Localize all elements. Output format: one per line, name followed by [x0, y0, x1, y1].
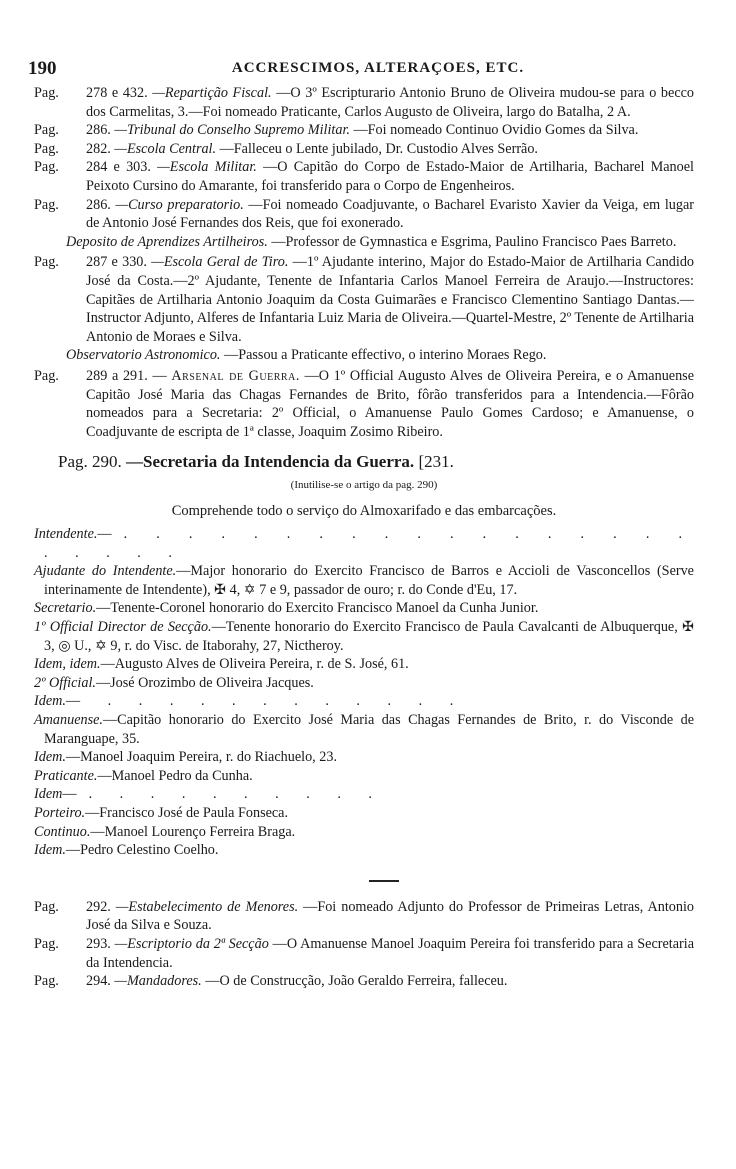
section-ref: 290. [92, 452, 122, 472]
roster-text: —Tenente honorario do Exercito Francisco de Paula Cavalcanti de Albuquerque, ✠ 3, ◎ U., ✡ 9, r. do Visc. de Itaborahy, 27, Nictheroy. [44, 619, 694, 654]
entry-escola-tiro [34, 253, 694, 346]
roster-role: Amanuense. [34, 712, 103, 728]
entry-label: Pag. [34, 140, 59, 157]
roster-item [34, 599, 694, 618]
entry-ref: 284 e 303. [86, 159, 151, 176]
entry-text: —O Capitão do Corpo de Estado-Maior de Artilharia, Bacharel Manoel Peixoto Cursino do Amarante, foi transferido para o Corpo de Engenheiros. [86, 159, 694, 194]
roster-item [34, 823, 694, 842]
roster-text: —José Orozimbo de Oliveira Jacques. [95, 674, 314, 691]
roster-item [34, 767, 694, 786]
entry-label: Pag. [34, 973, 59, 990]
roster-item [34, 785, 694, 804]
roster-text: —Manoel Lourenço Ferreira Braga. [90, 823, 296, 840]
entry-heading: Arsenal de Guerra. [171, 367, 300, 384]
page-number: 190 [28, 58, 57, 79]
entry-curso-preparatorio [34, 196, 694, 233]
entry-escriptorio-2a-seccao [34, 935, 694, 972]
roster-text: —Pedro Celestino Coelho. [65, 842, 219, 859]
entry-heading: —Curso preparatorio. [115, 196, 244, 213]
section-intro: Comprehende todo o serviço do Almoxarifado e das embarcações. [171, 503, 557, 520]
entry-heading: —Escola Militar. [157, 159, 257, 176]
entry-observatorio [34, 346, 694, 365]
entry-ref: 292. [86, 898, 111, 915]
entry-ref: 287 e 330. [86, 254, 147, 271]
entry-heading: Deposito de Aprendizes Artilheiros. [66, 233, 268, 250]
entry-escola-central [34, 140, 694, 159]
staff-roster [34, 525, 694, 860]
roster-text: — . . . . . . . . . . . . [65, 693, 466, 710]
entry-estabelecimento-menores [34, 898, 694, 935]
entry-ref: 286. [86, 196, 111, 213]
page-header [28, 58, 688, 82]
section-heading: —Secretaria da Intendencia da Guerra. [126, 452, 415, 472]
roster-role: Idem. [34, 842, 66, 859]
roster-role: Intendente. [34, 526, 98, 543]
roster-text: —Major honorario do Exercito Francisco de Barros e Accioli de Vasconcellos (Serve interinamente de Intendente), ✠ 4, ✡ 7 e 9, passador de ouro; r. do Conde d'Eu, 17. [44, 563, 694, 598]
entry-label: Pag. [34, 122, 59, 139]
roster-role: 1º Official Director de Secção. [34, 619, 212, 636]
page-body [34, 84, 694, 991]
entry-text: —Passou a Praticante effectivo, o interino Moraes Rego. [224, 347, 547, 364]
entry-heading: —Escola Central. [114, 140, 217, 157]
entry-text: —Foi nomeado Adjunto do Professor de Primeiras Letras, Antonio José da Silva e Souza. [86, 898, 694, 934]
entry-escola-militar [34, 158, 694, 195]
section-bracket: [231. [418, 452, 454, 472]
roster-item [34, 655, 694, 674]
roster-text: —. . . . . . . . . . [62, 786, 384, 803]
roster-item [34, 562, 694, 599]
entry-heading: —Escriptorio da 2ª Secção [114, 935, 269, 952]
roster-role: Secretario. [34, 600, 97, 617]
entry-heading: —Repartição Fiscal. [152, 85, 272, 101]
roster-text: —. . . . . . . . . . . . . . . . . . . . . . . [44, 526, 694, 561]
entry-label: Pag. [34, 159, 59, 176]
entry-text: —Foi nomeado Coadjuvante, o Bacharel Evaristo Xavier da Veiga, em lugar de Antonio José Fernandes dos Reis, que foi exonerado. [86, 196, 694, 232]
roster-text: —Manoel Pedro da Cunha. [97, 767, 253, 784]
running-title: ACCRESCIMOS, ALTERAÇOES, ETC. [231, 60, 525, 76]
entry-deposito-aprendizes [34, 233, 694, 252]
roster-text: —Tenente-Coronel honorario do Exercito Francisco Manoel da Cunha Junior. [96, 600, 539, 617]
entry-heading: Observatorio Astronomico. [66, 347, 221, 364]
entry-ref: 289 a 291. — [86, 367, 167, 384]
entry-arsenal-guerra [34, 367, 694, 441]
entry-text: —O Amanuense Manoel Joaquim Pereira foi transferido para a Secretaria da Intendencia. [86, 935, 694, 971]
roster-text: —Manoel Joaquim Pereira, r. do Riachuelo, 23. [65, 749, 338, 766]
entry-label: Pag. [34, 254, 59, 271]
roster-item [34, 841, 694, 860]
entry-label: Pag. [34, 85, 59, 101]
roster-item [34, 711, 694, 748]
roster-text: —Capitão honorario do Exercito José Maria das Chagas Fernandes de Brito, r. do Visconde de Maranguape, 35. [44, 712, 694, 747]
entry-text: —O 3º Escripturario Antonio Bruno de Oliveira mudou-se para o becco dos Carmelitas, 3.—Foi nomeado Praticante, Carlos Augusto de Oliveira, largo do Batalha, 2 A. [86, 85, 695, 120]
entry-text: —O 1º Official Augusto Alves de Oliveira Pereira, e o Amanuense Capitão José Maria das Chagas Fernandes de Brito, fôrão transferidos para a Intendencia.—Fôrão nomeados para a Secretaria: 2º Official, o Amanuense Paulo Gomes Cardoso; e Amanuense, o Coadjuvante de escripta de 1ª classe, Joaquim Zosimo Ribeiro. [86, 367, 694, 440]
roster-role: Porteiro. [34, 804, 86, 821]
entry-label: Pag. [34, 196, 59, 213]
entry-tribunal [34, 121, 694, 140]
entry-ref: 294. [86, 973, 111, 990]
roster-item [34, 692, 694, 711]
entry-text: —Professor de Gymnastica e Esgrima, Paulino Francisco Paes Barreto. [271, 233, 677, 250]
entry-text: —Falleceu o Lente jubilado, Dr. Custodio Alves Serrão. [219, 140, 538, 157]
entry-heading: —Mandadores. [114, 973, 202, 990]
roster-text: —Francisco José de Paula Fonseca. [85, 804, 289, 821]
roster-role: Continuo. [34, 823, 91, 840]
entry-ref: 293. [86, 935, 111, 952]
roster-item [34, 525, 694, 562]
section-divider [369, 880, 399, 882]
entry-heading: —Tribunal do Conselho Supremo Militar. [114, 122, 350, 139]
roster-item [34, 748, 694, 767]
entry-mandadores [34, 972, 694, 991]
roster-role: Ajudante do Intendente. [34, 563, 177, 580]
roster-item [34, 804, 694, 823]
roster-item [34, 674, 694, 693]
entry-label: Pag. [34, 935, 59, 952]
roster-text: —Augusto Alves de Oliveira Pereira, r. de S. José, 61. [100, 656, 409, 673]
roster-role: Idem, idem. [34, 656, 101, 673]
entry-reparticao-fiscal [34, 84, 694, 121]
entry-text: —1º Ajudante interino, Major do Estado-Maior de Artilharia Candido José da Costa.—2º Ajudante, Tenente de Infantaria Carlos Manoel Ferreira de Araujo.—Instructores: Capitães de Artilharia Antonio Joaquim da Costa Guimarães e Francisco Clementino Santiago Dantas.—Instructor Adjunto, Alferes de Infantaria Luiz Maria de Oliveira.—Quartel-Mestre, 2º Tenente de Artilharia Antonio de Moraes e Silva. [86, 254, 695, 345]
section-title [34, 453, 694, 472]
section-label: Pag. [58, 452, 88, 472]
roster-role: Idem. [34, 693, 66, 710]
entry-text: —Foi nomeado Continuo Ovidio Gomes da Silva. [353, 122, 639, 139]
roster-role: Idem [34, 786, 63, 803]
roster-item [34, 618, 694, 655]
roster-role: 2º Official. [34, 674, 96, 691]
entry-ref: 282. [86, 140, 111, 157]
entry-label: Pag. [34, 898, 59, 915]
entry-heading: —Escola Geral de Tiro. [151, 254, 289, 271]
entry-ref: 286. [86, 122, 111, 139]
entry-text: —O de Construcção, João Geraldo Ferreira, falleceu. [205, 973, 508, 990]
entry-label: Pag. [34, 367, 59, 384]
roster-role: Praticante. [34, 767, 98, 784]
entry-ref: 278 e 432. [86, 85, 148, 101]
section-note: (Inutilise-se o artigo da pag. 290) [290, 478, 438, 491]
entry-heading: —Estabelecimento de Menores. [115, 898, 299, 915]
roster-role: Idem. [34, 749, 66, 766]
